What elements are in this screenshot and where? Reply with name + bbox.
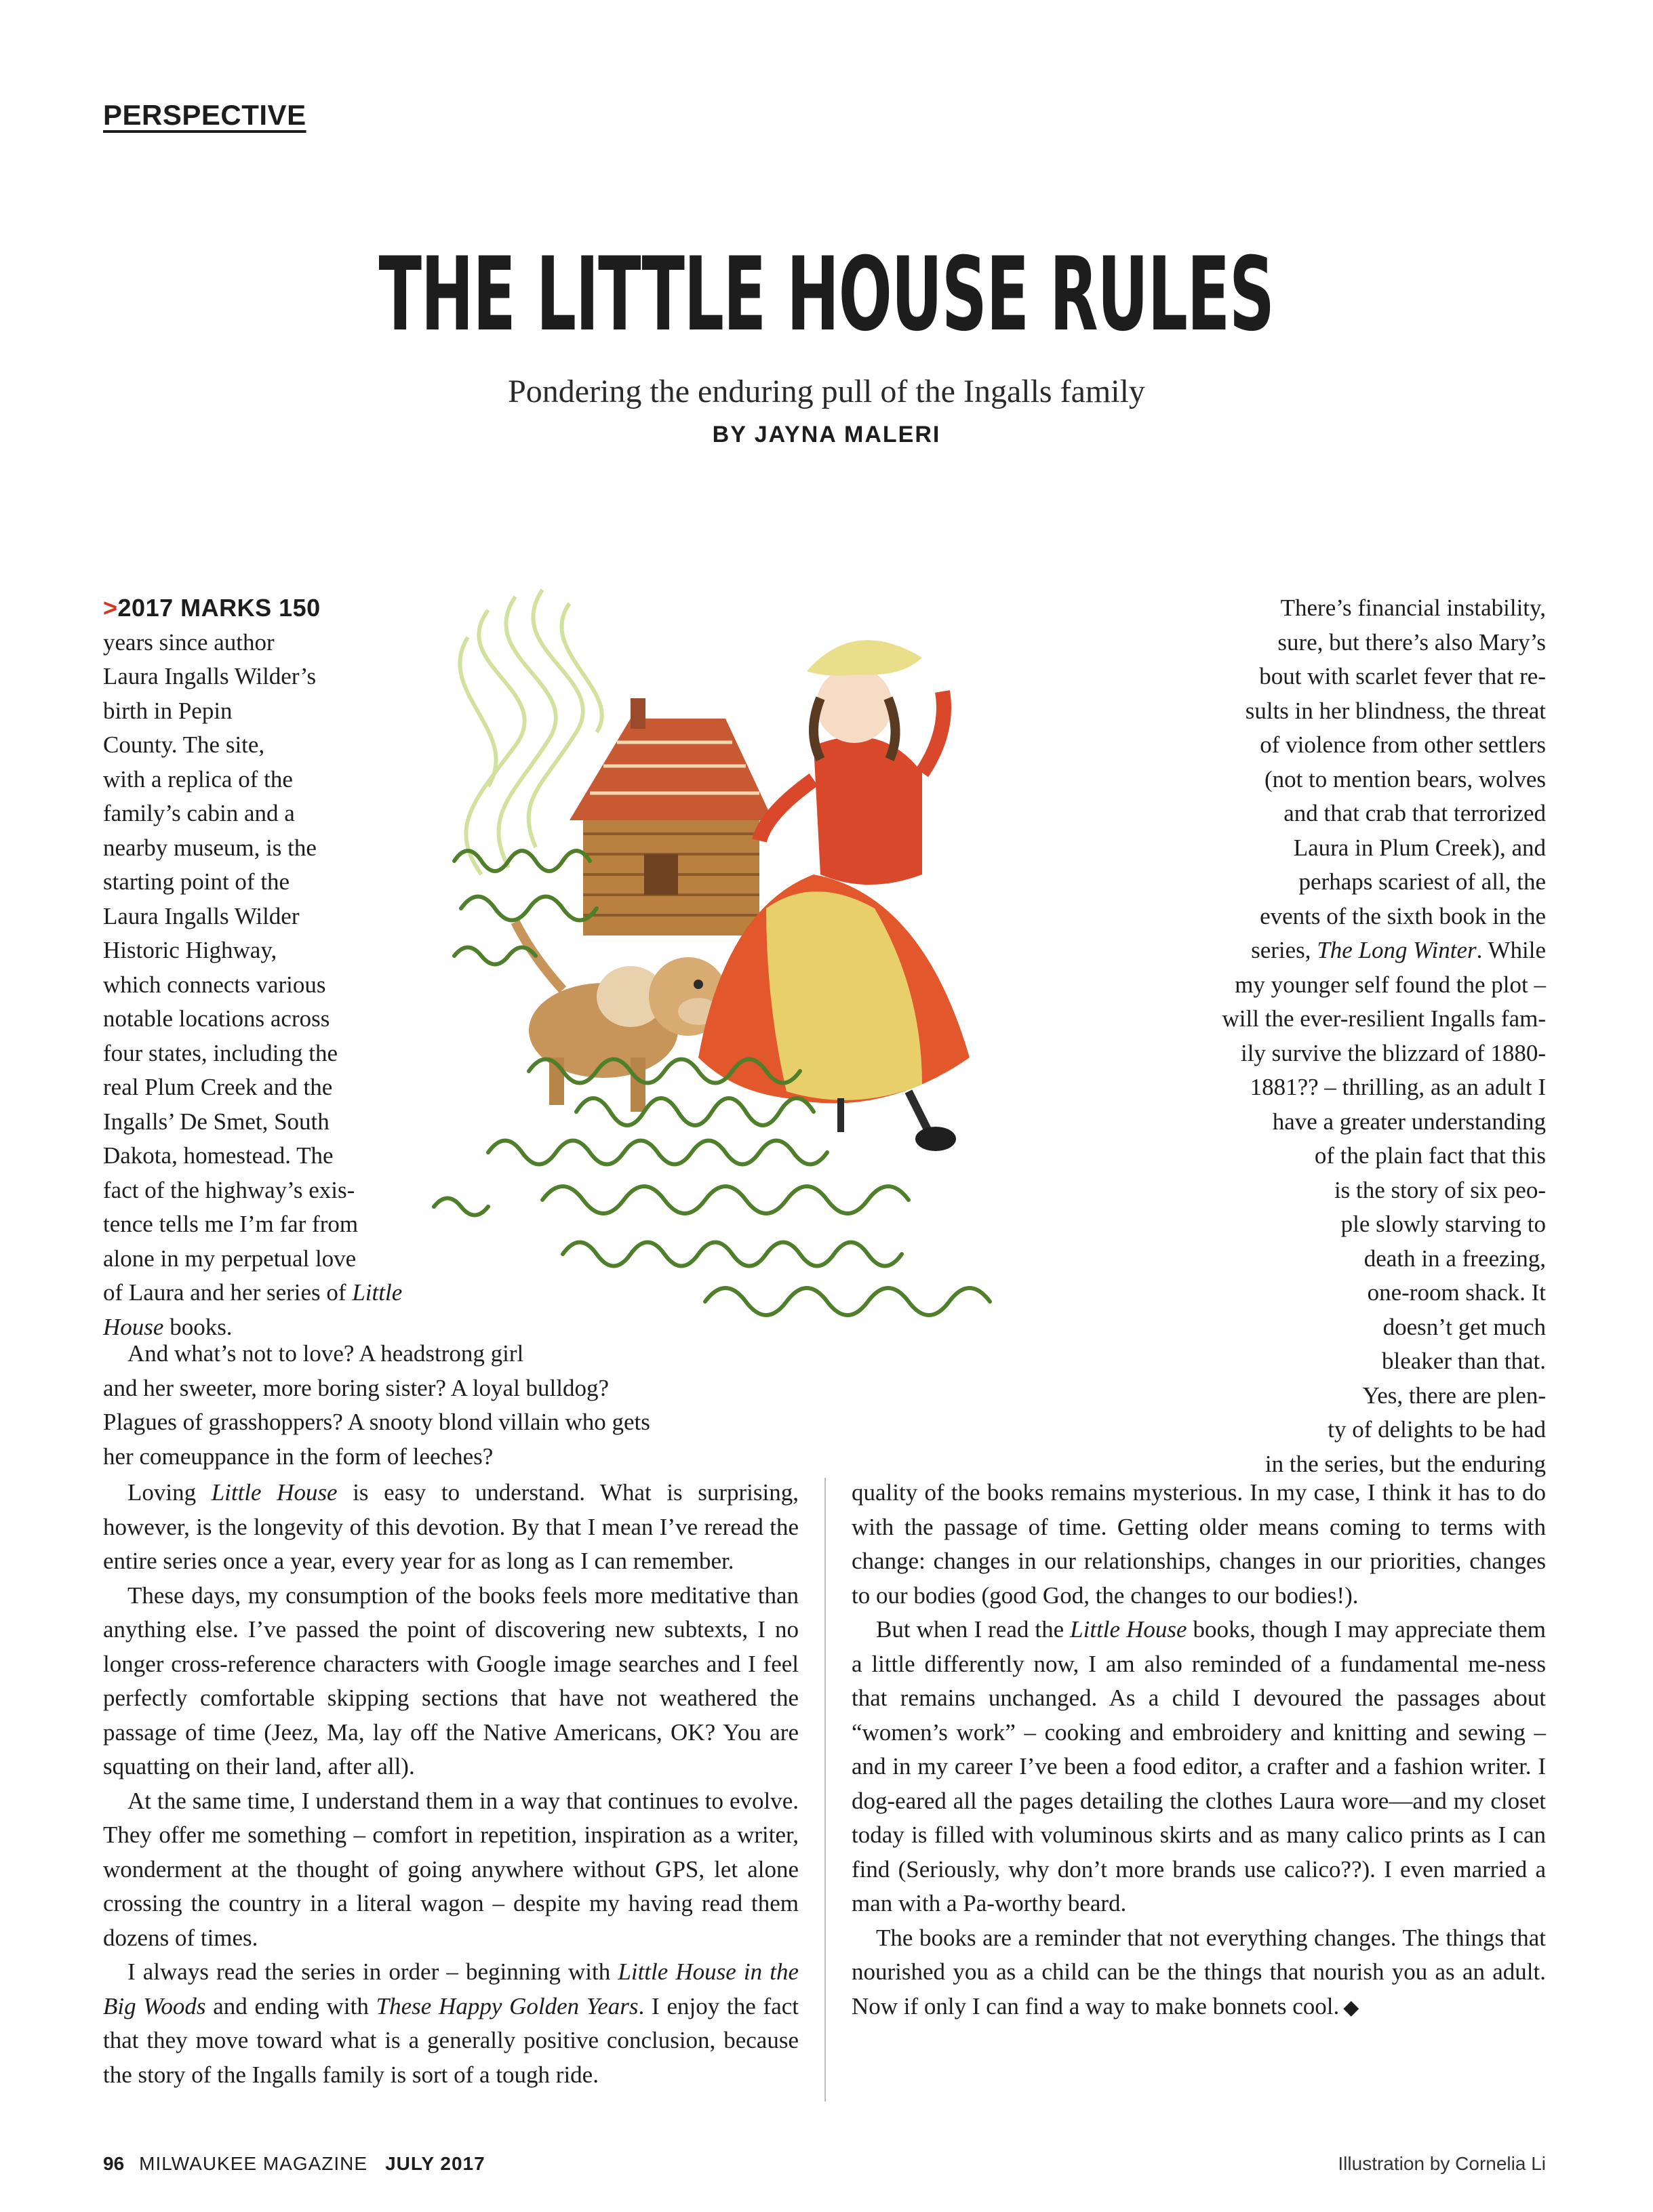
page-number: 96 [103, 2153, 125, 2174]
paragraph-text: books, though I may appreciate them a little differently now, I am also reminded of a fundamental me-ness that remains unchanged. As a child I devoured the passages about “women’s work” – cooking and embroidery and knitting and sewing – and in my career I’ve been a food editor, a crafter and a fashion writer. I dog-eared all the pages detailing the clothes Laura wore—and my closet today is filled with voluminous skirts and as many calico prints as I can find (Seriously, why don’t more brands use calico??). I even married a man with a Pa-worthy beard. [852, 1616, 1546, 1916]
paragraph-but [852, 1613, 1546, 1921]
text-line: bleaker than that. [1382, 1348, 1546, 1374]
text-line: events of the sixth book in the [1260, 902, 1546, 929]
text-line: birth in Pepin [103, 697, 233, 724]
text-line: of violence from other settlers [1260, 731, 1546, 758]
text-line: Ingalls’ De Smet, South [103, 1108, 330, 1135]
column-divider [824, 1478, 826, 2102]
text-line: There’s financial instability, [1280, 595, 1546, 621]
text-line: bout with scarlet fever that re- [1259, 663, 1546, 689]
left-column [103, 1476, 799, 2092]
text-line: of the plain fact that this [1314, 1142, 1546, 1169]
text-line: alone in my perpetual love [103, 1245, 357, 1272]
text-line: death in a freezing, [1363, 1245, 1546, 1272]
intro-final-text: books. [163, 1313, 233, 1340]
text-line: starting point of the [103, 868, 290, 895]
text-line: Historic Highway, [103, 937, 277, 963]
paragraph-same-time: At the same time, I understand them in a way that continues to evolve. They offer me something – comfort in repetition, inspiration as a writer, wonderment at the thought of going anywhere without GPS, let alone crossing the country in a literal wagon – despite my having read them dozens of times. [103, 1787, 799, 1951]
text-line: County. The site, [103, 731, 265, 758]
chevron-right-icon: > [103, 594, 118, 622]
text-line: which connects various [103, 971, 326, 998]
end-diamond-icon: ◆ [1343, 1996, 1359, 2019]
text-line: and that crab that terrorized [1283, 800, 1546, 826]
text-line: nearby museum, is the [103, 834, 317, 861]
text-line: real Plum Creek and the [103, 1074, 333, 1100]
page-footer [103, 2153, 485, 2175]
paragraph-text: Loving [127, 1479, 212, 1506]
book-title: House [103, 1313, 164, 1340]
text-line: ple slowly starving to [1340, 1211, 1546, 1237]
paragraph-these-days: These days, my consumption of the books feels more meditative than anything else. I’ve passed the point of discovering new subtexts, I no longer cross-reference characters with Google image searches and I feel perfectly comfortable skipping sections that have not weathered the passage of time (Jeez, Ma, lay off the Native Americans, OK? You are squatting on their land, after all). [103, 1582, 799, 1779]
right-intro-column [1166, 591, 1546, 1481]
magazine-name: MILWAUKEE MAGAZINE [139, 2153, 368, 2174]
text-line: Dakota, homestead. The [103, 1142, 334, 1169]
text-line: doesn’t get much [1382, 1313, 1546, 1340]
text-line: perhaps scariest of all, the [1298, 868, 1546, 895]
cabin-icon [570, 698, 773, 936]
text-line: family’s cabin and a [103, 800, 295, 826]
text-line: and her sweeter, more boring sister? A loyal bulldog? [103, 1374, 610, 1401]
text-line: Laura Ingalls Wilder’s [103, 663, 317, 689]
long-winter-line [1166, 933, 1546, 968]
right-lines [1166, 591, 1546, 933]
text-line: will the ever-resilient Ingalls fam- [1222, 1005, 1546, 1032]
byline: BY JAYNA MALERI [712, 422, 941, 447]
intro-lines [103, 626, 483, 1276]
headline [0, 230, 1653, 359]
text-line: have a greater understanding [1272, 1108, 1546, 1135]
right-column [852, 1476, 1546, 2025]
book-title: The Long Winter [1317, 937, 1477, 963]
paragraph-always [103, 1955, 799, 2092]
line-text: . While [1476, 937, 1546, 963]
text-line: Plagues of grasshoppers? A snooty blond villain who gets [103, 1409, 650, 1435]
text-line: Laura Ingalls Wilder [103, 902, 300, 929]
paragraph-quality: quality of the books remains mysterious. In my case, I think it has to do with the passage of time. Getting older means coming to terms with change: changes in our relationships, changes in our priorities, changes to our bodies (good God, the changes to our bodies!). [852, 1479, 1546, 1609]
subhead: Pondering the enduring pull of the Ingalls family [508, 374, 1145, 409]
illustration-laura-running [407, 556, 1288, 1437]
whats-not-to-love-paragraph [103, 1337, 713, 1474]
text-line: tence tells me I’m far from [103, 1211, 359, 1237]
text-line: with a replica of the [103, 765, 293, 792]
text-line: her comeuppance in the form of leeches? [103, 1443, 494, 1470]
love-lines [103, 1337, 713, 1474]
text-line: Yes, there are plen- [1362, 1382, 1546, 1409]
book-title: Little House in the Big Woods [103, 1958, 799, 2019]
text-line: sure, but there’s also Mary’s [1277, 628, 1546, 656]
paragraph-loving [103, 1476, 799, 1579]
text-line: years since author [103, 628, 275, 656]
paragraph-text: The books are a reminder that not everything changes. The things that nourished you as a child can be the things that nourish you as an adult. Now if only I can find a way to make bonnets cool. [852, 1924, 1546, 2019]
text-line: ily survive the blizzard of 1880- [1240, 1039, 1546, 1066]
text-line: 1881?? – thrilling, as an adult I [1250, 1074, 1546, 1100]
text-line: four states, including the [103, 1039, 338, 1066]
book-title: Little House [211, 1479, 338, 1506]
text-line: one-room shack. It [1367, 1279, 1546, 1306]
text-line: (not to mention bears, wolves [1264, 765, 1546, 792]
line-text: series, [1251, 937, 1317, 963]
text-line: notable locations across [103, 1005, 330, 1032]
intro-last-line [103, 1276, 483, 1310]
paragraph-text: I always read the series in order – beginning with [127, 1958, 618, 1985]
lead-in-text: 2017 MARKS 150 [117, 594, 321, 622]
text-line: Laura in Plum Creek), and [1293, 834, 1546, 861]
text-line: in the series, but the enduring [1264, 1450, 1546, 1477]
headline-text: THE LITTLE HOUSE RULES [378, 236, 1275, 354]
illustration-credit: Illustration by Cornelia Li [1338, 2153, 1546, 2174]
text-line: fact of the highway’s exis- [103, 1176, 355, 1203]
paragraph-text: But when I read the [876, 1616, 1071, 1643]
paragraph-text: is easy to understand. What is surprising, however, is the longevity of this devotion. By that I mean I’ve reread the entire series once a year, every year for as long as I can remember. [103, 1479, 799, 1574]
text-line: is the story of six peo- [1334, 1176, 1546, 1203]
intro-column [103, 591, 483, 1344]
right-lines-continued [1166, 968, 1546, 1482]
text-line: sults in her blindness, the threat [1245, 697, 1546, 724]
paragraph-text: . I enjoy the fact that they move toward what is a generally positive conclusion, because the story of the Ingalls family is sort of a tough ride. [103, 1992, 799, 2088]
section-label: PERSPECTIVE [103, 99, 306, 131]
text-line: my younger self found the plot – [1235, 971, 1546, 998]
book-title: Little House [1070, 1616, 1187, 1643]
intro-last-text: of Laura and her series of [103, 1279, 353, 1306]
text-line: ty of delights to be had [1328, 1416, 1546, 1443]
book-title: Little [352, 1279, 403, 1306]
book-title: These Happy Golden Years [376, 1992, 639, 2019]
bulldog-icon [515, 922, 728, 1112]
issue-date: JULY 2017 [385, 2153, 485, 2174]
text-line: And what’s not to love? A headstrong girl [127, 1340, 524, 1367]
lead-in [103, 591, 483, 626]
paragraph-books [852, 1921, 1546, 2026]
paragraph-text: and ending with [205, 1992, 376, 2019]
